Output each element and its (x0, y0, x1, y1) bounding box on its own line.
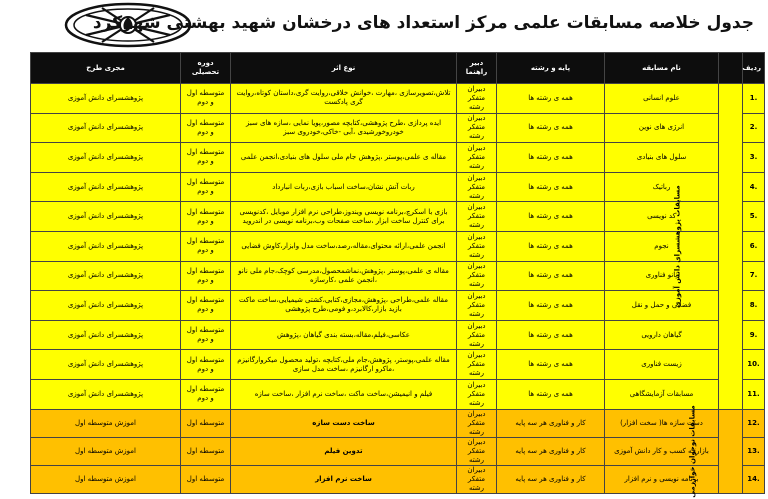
grade-cell: کار و فناوری هر سه پایه (497, 437, 605, 465)
row-number: .9 (743, 320, 765, 350)
row-number: .4 (743, 172, 765, 202)
executor-cell: اموزش متوسطه اول (31, 437, 181, 465)
executor-cell: پژوهشسرای دانش آموزی (31, 320, 181, 350)
competition-name: بازارچه کسب و کار دانش آموزی (605, 437, 719, 465)
type-cell: ساخت دست سازه (231, 409, 457, 437)
level-cell: متوسطه اول و دوم (181, 231, 231, 261)
category-research: مسابقات پژوهشسرای دانش آموزی (719, 84, 743, 410)
competition-name: مسابقات آزمایشگاهی (605, 379, 719, 409)
row-number: .1 (743, 84, 765, 114)
executor-cell: پژوهشسرای دانش آموزی (31, 143, 181, 173)
level-cell: متوسطه اول و دوم (181, 261, 231, 291)
teacher-cell: دبیران متفکر رشته (457, 465, 497, 493)
teacher-cell: دبیران متفکر رشته (457, 84, 497, 114)
type-cell: تلاش،تصویرسازی ،مهارت ،خوانش خلاقی،روایت گری،داستان کوتاه،روایت گری پادکست (231, 84, 457, 114)
category-kharazmi: مسابقات نوجوان خوارزمی (719, 409, 743, 493)
competition-name: نجوم (605, 231, 719, 261)
row-number: .6 (743, 231, 765, 261)
competition-name: رباتیک (605, 172, 719, 202)
col-header-grade: پایه و رشته (497, 53, 605, 84)
type-cell: مقاله ی علمی،پوستر ،پژوهش جام ملی سلول های بنیادی،انجمن علمی (231, 143, 457, 173)
executor-cell: پژوهشسرای دانش آموزی (31, 350, 181, 380)
table-row (31, 231, 765, 261)
table-row (31, 291, 765, 321)
competition-name: کد نویسی (605, 202, 719, 232)
level-cell: متوسطه اول و دوم (181, 84, 231, 114)
competition-name: انرژی های نوین (605, 113, 719, 143)
executor-cell: اموزش متوسطه اول (31, 465, 181, 493)
grade-cell: کار و فناوری هر سه پایه (497, 465, 605, 493)
row-number: .13 (743, 437, 765, 465)
teacher-cell: دبیران متفکر رشته (457, 261, 497, 291)
competition-name: فضایی و حمل و نقل (605, 291, 719, 321)
col-header-executor: مجری طرح (31, 53, 181, 84)
page-title: جدول خلاصه مسابقات علمی مرکز استعداد های درخشان شهید بهشتی شهرکرد (92, 13, 754, 33)
col-header-teacher: دبیر راهنما (457, 53, 497, 84)
level-cell: متوسطه اول و دوم (181, 320, 231, 350)
col-header-category (719, 53, 743, 84)
teacher-cell: دبیران متفکر رشته (457, 379, 497, 409)
type-cell: ایده پردازی ،طرح پژوهشی،کتابچه مصور،پویا نمایی ،سازه های سبز خودروخورشیدی ،آبی -خاکی،خودروی سبز (231, 113, 457, 143)
executor-cell: پژوهشسرای دانش آموزی (31, 379, 181, 409)
competition-name: علوم انسانی (605, 84, 719, 114)
row-number: .2 (743, 113, 765, 143)
teacher-cell: دبیران متفکر رشته (457, 231, 497, 261)
executor-cell: پژوهشسرای دانش آموزی (31, 231, 181, 261)
teacher-cell: دبیران متفکر رشته (457, 437, 497, 465)
type-cell: انجمن علمی،ارائه محتوای،مقاله،رصد،ساخت مدل وابزار،کاوش فضایی (231, 231, 457, 261)
teacher-cell: دبیران متفکر رشته (457, 202, 497, 232)
grade-cell: همه ی رشته ها (497, 291, 605, 321)
row-number: .12 (743, 409, 765, 437)
grade-cell: همه ی رشته ها (497, 113, 605, 143)
table-row (31, 320, 765, 350)
row-number: .3 (743, 143, 765, 173)
col-header-name: نام مسابقه (605, 53, 719, 84)
grade-cell: همه ی رشته ها (497, 320, 605, 350)
type-cell: مقاله ی علمی،پوستر ،پژوهش،نماشمحصول،مدرسی کوچک،جام ملی نانو ،انجمن علمی ،کارسازه (231, 261, 457, 291)
executor-cell: اموزش متوسطه اول (31, 409, 181, 437)
table-row (31, 143, 765, 173)
executor-cell: پژوهشسرای دانش آموزی (31, 202, 181, 232)
executor-cell: پژوهشسرای دانش آموزی (31, 172, 181, 202)
executor-cell: پژوهشسرای دانش آموزی (31, 291, 181, 321)
grade-cell: کار و فناوری هر سه پایه (497, 409, 605, 437)
competition-name: نانو فناوری (605, 261, 719, 291)
table-row (31, 350, 765, 380)
competition-name: دست سازه ها( سخت افزار) (605, 409, 719, 437)
table-header-row (31, 53, 765, 84)
teacher-cell: دبیران متفکر رشته (457, 350, 497, 380)
row-number: .10 (743, 350, 765, 380)
type-cell: ربات آتش نشان،ساخت اسباب بازی،ربات انبارداد (231, 172, 457, 202)
row-number: .11 (743, 379, 765, 409)
level-cell: متوسطه اول و دوم (181, 379, 231, 409)
row-number: .5 (743, 202, 765, 232)
table-row (31, 379, 765, 409)
level-cell: متوسطه اول و دوم (181, 291, 231, 321)
table-row (31, 409, 765, 437)
grade-cell: همه ی رشته ها (497, 350, 605, 380)
col-header-type: نوع اثر (231, 53, 457, 84)
table-row (31, 84, 765, 114)
grade-cell: همه ی رشته ها (497, 202, 605, 232)
teacher-cell: دبیران متفکر رشته (457, 143, 497, 173)
table-row (31, 437, 765, 465)
level-cell: متوسطه اول و دوم (181, 113, 231, 143)
level-cell: متوسطه اول و دوم (181, 143, 231, 173)
grade-cell: همه ی رشته ها (497, 231, 605, 261)
grade-cell: همه ی رشته ها (497, 261, 605, 291)
level-cell: متوسطه اول (181, 437, 231, 465)
table-row (31, 261, 765, 291)
type-cell: تدوین فیلم (231, 437, 457, 465)
table-row (31, 172, 765, 202)
competitions-table (30, 52, 765, 498)
type-cell: عکاسی،فیلم،مقاله،بسته بندی گیاهان ،پژوهش (231, 320, 457, 350)
level-cell: متوسطه اول و دوم (181, 350, 231, 380)
row-number: .8 (743, 291, 765, 321)
competition-name: برنامه نویسی و نرم افزار (605, 465, 719, 493)
grade-cell: همه ی رشته ها (497, 379, 605, 409)
level-cell: متوسطه اول (181, 465, 231, 493)
type-cell: بازی با اسکرچ،برنامه نویسی ویندوز،طراحی نرم افزار موبایل ،کدنویسی برای کنترل ساخت ابزار ،ساخت صفحات وب،برنامه نویسی در اندروید (231, 202, 457, 232)
competition-name: گیاهان دارویی (605, 320, 719, 350)
competition-name: سلول های بنیادی (605, 143, 719, 173)
teacher-cell: دبیران متفکر رشته (457, 320, 497, 350)
grade-cell: همه ی رشته ها (497, 84, 605, 114)
teacher-cell: دبیران متفکر رشته (457, 291, 497, 321)
level-cell: متوسطه اول و دوم (181, 172, 231, 202)
teacher-cell: دبیران متفکر رشته (457, 172, 497, 202)
type-cell: مقاله علمی،پوستر، پژوهش،جام ملی،کتابچه ،تولید محصول میکروارگانیزم ،ماکرو ارگانیزم ،ساخت مدل سازی (231, 350, 457, 380)
grade-cell: همه ی رشته ها (497, 172, 605, 202)
page-header (0, 0, 768, 52)
competition-name: زیست فناوری (605, 350, 719, 380)
executor-cell: پژوهشسرای دانش آموزی (31, 113, 181, 143)
teacher-cell: دبیران متفکر رشته (457, 113, 497, 143)
row-number: .14 (743, 465, 765, 493)
table-row (31, 202, 765, 232)
table-row (31, 465, 765, 493)
executor-cell: پژوهشسرای دانش آموزی (31, 84, 181, 114)
col-header-row-number: ردیف (743, 53, 765, 84)
teacher-cell: دبیران متفکر رشته (457, 409, 497, 437)
type-cell: ساخت نرم افزار (231, 465, 457, 493)
executor-cell: پژوهشسرای دانش آموزی (31, 261, 181, 291)
table-row (31, 113, 765, 143)
level-cell: متوسطه اول و دوم (181, 202, 231, 232)
level-cell: متوسطه اول (181, 409, 231, 437)
col-header-level: دوره تحصیلی (181, 53, 231, 84)
grade-cell: همه ی رشته ها (497, 143, 605, 173)
type-cell: فیلم و انیمیشن،ساخت ماکت ،ساخت نرم افزار ،ساخت سازه (231, 379, 457, 409)
type-cell: مقاله علمی،طراحی ،پژوهش،مجازی،کتابی،کشتی شیمیایی،ساخت ماکت بازید بازار،کالابرد،و فومی،طرح پژوهشی (231, 291, 457, 321)
row-number: .7 (743, 261, 765, 291)
